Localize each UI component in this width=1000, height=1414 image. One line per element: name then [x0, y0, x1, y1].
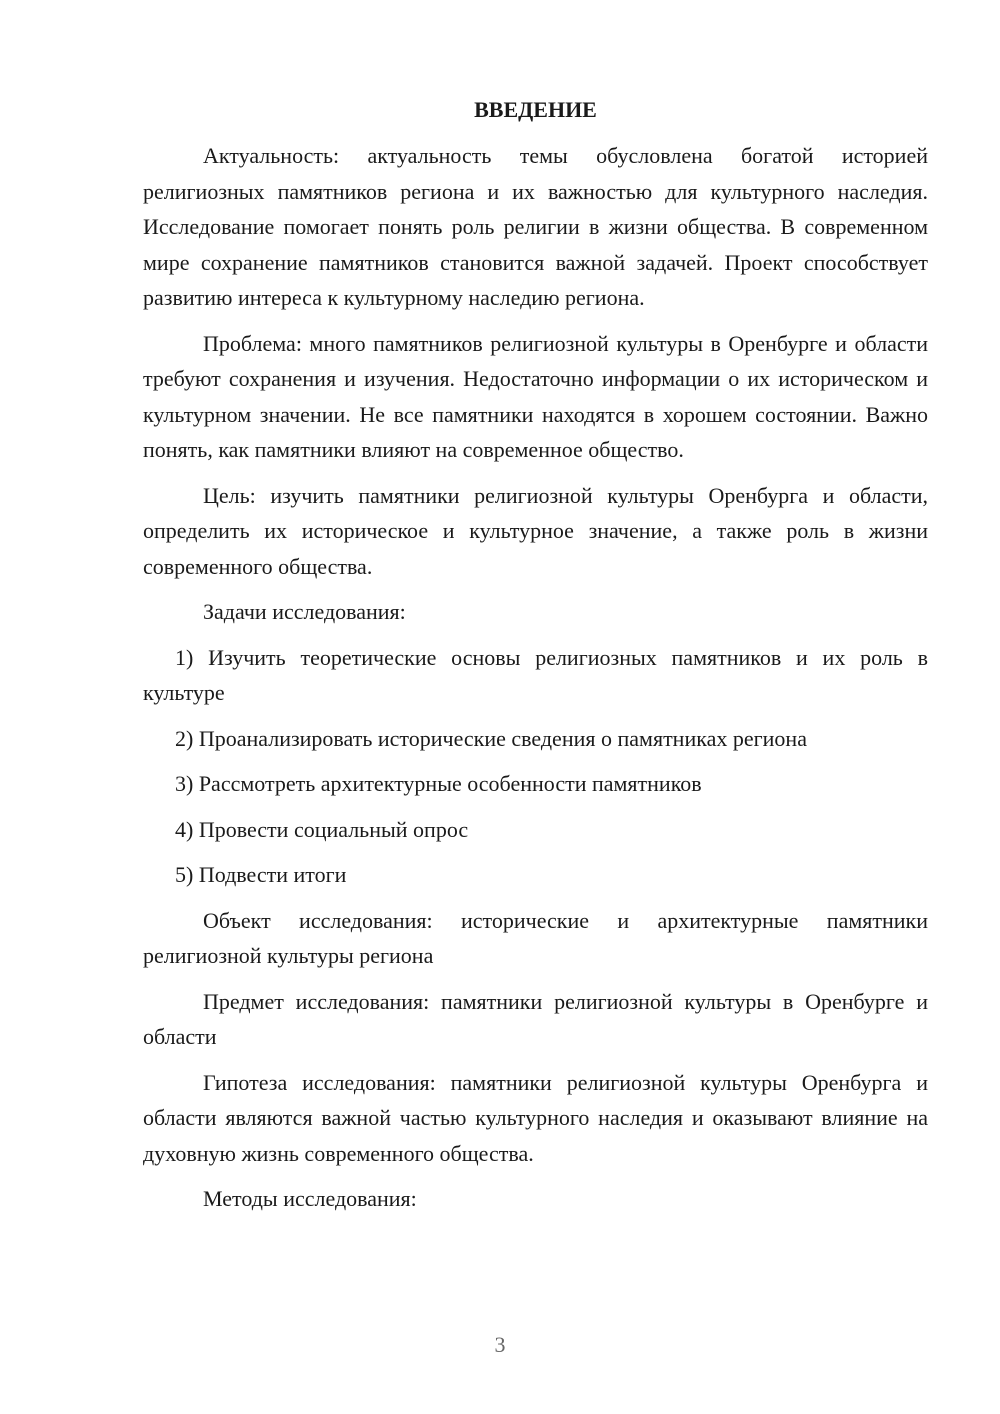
task-item-1: 1) Изучить теоретические основы религиозных памятников и их роль в культуре — [143, 644, 928, 705]
task-item-5: 5) Подвести итоги — [175, 862, 347, 887]
relevance-paragraph: Актуальность: актуальность темы обусловлена богатой историей религиозных памятников региона и их важностью для культурного наследия. Исследование помогает понять роль религии в жизни общества. В современном мире сохранение памятников становится важной задачей. Проект способствует развитию интереса к культурному наследию региона. — [143, 143, 928, 310]
problem-paragraph: Проблема: много памятников религиозной культуры в Оренбурге и области требуют сохранения и изучения. Недостаточно информации о их историческом и культурном значении. Не все памятники находятся в хорошем состоянии. Важно понять, как памятники влияют на современное общество. — [143, 330, 928, 462]
tasks-title: Задачи исследования: — [203, 599, 406, 624]
page-content — [143, 92, 928, 1227]
task-item-4: 4) Провести социальный опрос — [175, 816, 469, 842]
goal-paragraph: Цель: изучить памятники религиозной культуры Оренбурга и области, определить их историческое и культурное значение, а также роль в жизни современного общества. — [143, 482, 928, 579]
task-item-2: 2) Проанализировать исторические сведения о памятниках региона — [175, 725, 807, 751]
hypothesis-paragraph: Гипотеза исследования: памятники религиозной культуры Оренбурга и области являются важной частью культурного наследия и оказывают влияние на духовную жизнь современного общества. — [143, 1069, 928, 1166]
object-paragraph: Объект исследования: исторические и архитектурные памятники религиозной культуры региона — [143, 907, 928, 968]
subject-paragraph: Предмет исследования: памятники религиозной культуры в Оренбурге и области — [143, 988, 928, 1049]
page-number: 3 — [494, 1332, 506, 1357]
task-item-3: 3) Рассмотреть архитектурные особенности памятников — [175, 771, 702, 796]
methods-title: Методы исследования: — [203, 1186, 417, 1211]
section-heading: ВВЕДЕНИЕ — [474, 97, 597, 122]
